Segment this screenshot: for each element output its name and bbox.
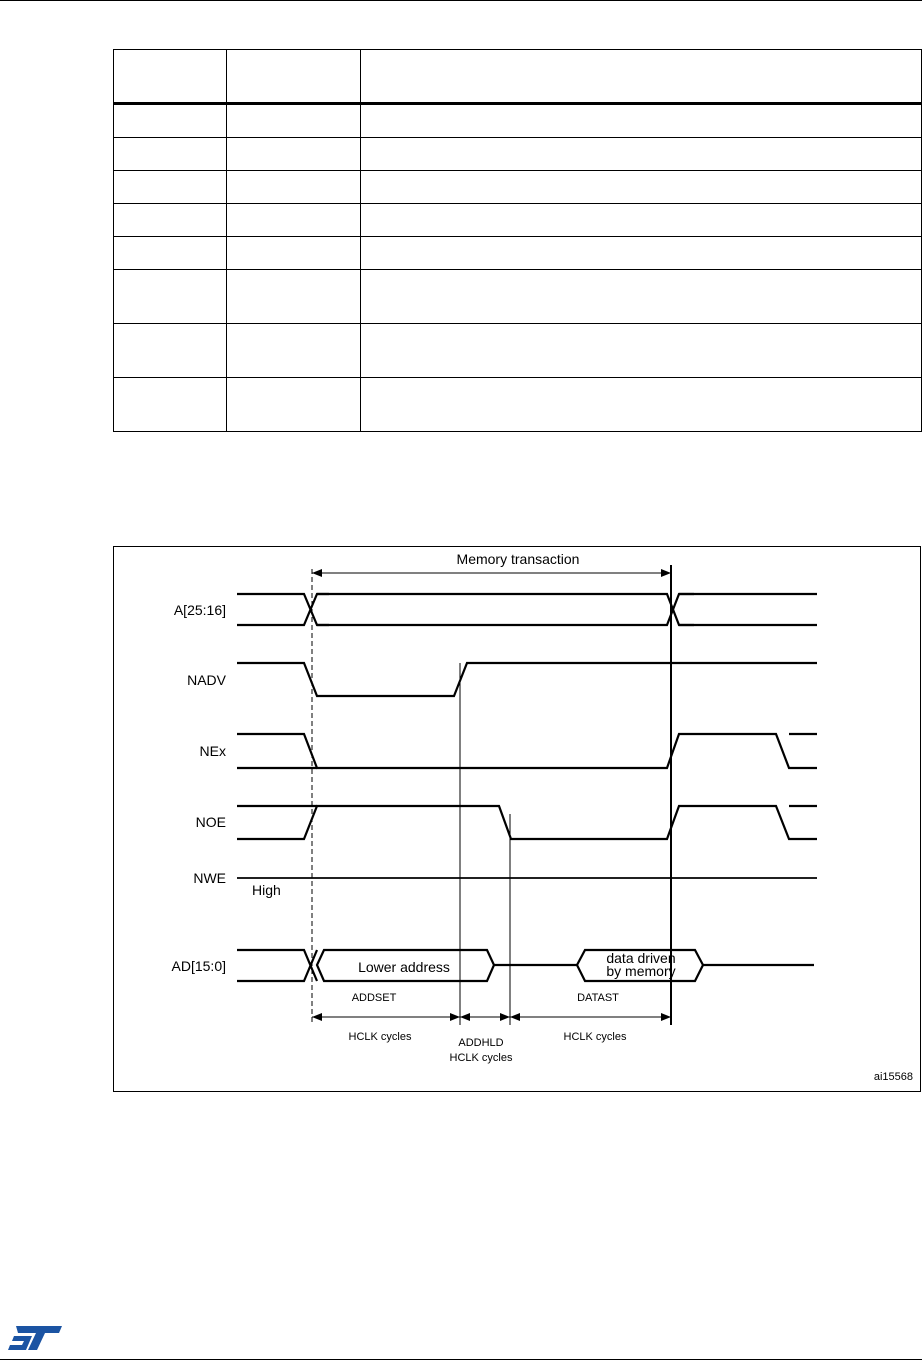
- timing-diagram-figure: [113, 546, 921, 1092]
- addhld-unit-label: HCLK cycles: [449, 1052, 513, 1064]
- datast-unit-label: HCLK cycles: [563, 1031, 627, 1043]
- nadv-waveform: [237, 663, 817, 696]
- table-cell: [114, 378, 227, 432]
- table-cell: [361, 104, 922, 138]
- table-cell: [227, 378, 361, 432]
- table-cell: [361, 171, 922, 204]
- table-cell: [114, 171, 227, 204]
- table-cell: [361, 237, 922, 270]
- signal-label-ad: AD[15:0]: [171, 958, 226, 974]
- nwe-high-label: High: [252, 882, 281, 898]
- header-rule: [0, 0, 922, 1]
- st-logo-icon: [6, 1324, 64, 1352]
- table-row: [114, 138, 922, 171]
- data-driven-label: data driven: [606, 950, 676, 966]
- timing-diagram: [114, 547, 920, 1091]
- table-cell: [114, 138, 227, 171]
- memory-transaction-label: Memory transaction: [456, 551, 580, 567]
- signal-label-nwe: NWE: [193, 870, 226, 886]
- footer-rule: [0, 1359, 922, 1360]
- signal-label-nex: NEx: [199, 743, 226, 759]
- ad-bus-waveform: [237, 950, 814, 981]
- table-row: [114, 204, 922, 237]
- datast-label: DATAST: [577, 992, 619, 1004]
- table-header-cell: [361, 50, 922, 104]
- addset-label: ADDSET: [351, 992, 397, 1004]
- by-memory-label: by memory: [606, 963, 676, 979]
- table-row: [114, 270, 922, 324]
- table-cell: [361, 138, 922, 171]
- table-cell: [361, 378, 922, 432]
- table-cell: [361, 324, 922, 378]
- table-cell: [227, 138, 361, 171]
- table-cell: [114, 270, 227, 324]
- table-cell: [361, 270, 922, 324]
- table-header-cell: [114, 50, 227, 104]
- a-bus-waveform: [237, 594, 817, 625]
- figure-id-label: ai15568: [873, 1071, 913, 1083]
- signal-label-nadv: NADV: [187, 672, 226, 688]
- table-cell: [114, 104, 227, 138]
- signal-label-a: A[25:16]: [173, 602, 226, 618]
- noe-waveform: [237, 806, 817, 839]
- lower-address-label: Lower address: [358, 959, 450, 975]
- table-row: [114, 378, 922, 432]
- signal-label-noe: NOE: [195, 814, 226, 830]
- table-cell: [114, 324, 227, 378]
- table-cell: [227, 171, 361, 204]
- table-cell: [361, 204, 922, 237]
- table-row: [114, 171, 922, 204]
- table-cell: [227, 324, 361, 378]
- st-logo: [6, 1324, 64, 1357]
- table-cell: [227, 270, 361, 324]
- table-header-cell: [227, 50, 361, 104]
- table-cell: [227, 237, 361, 270]
- table-row: [114, 104, 922, 138]
- table-cell: [227, 204, 361, 237]
- table-cell: [114, 204, 227, 237]
- table-row: [114, 324, 922, 378]
- addhld-label: ADDHLD: [458, 1037, 504, 1049]
- table-row: [114, 237, 922, 270]
- table-cell: [114, 237, 227, 270]
- table-cell: [227, 104, 361, 138]
- register-table: [113, 49, 922, 432]
- nex-waveform: [237, 734, 817, 768]
- table-header-row: [114, 50, 922, 104]
- addset-unit-label: HCLK cycles: [348, 1031, 412, 1043]
